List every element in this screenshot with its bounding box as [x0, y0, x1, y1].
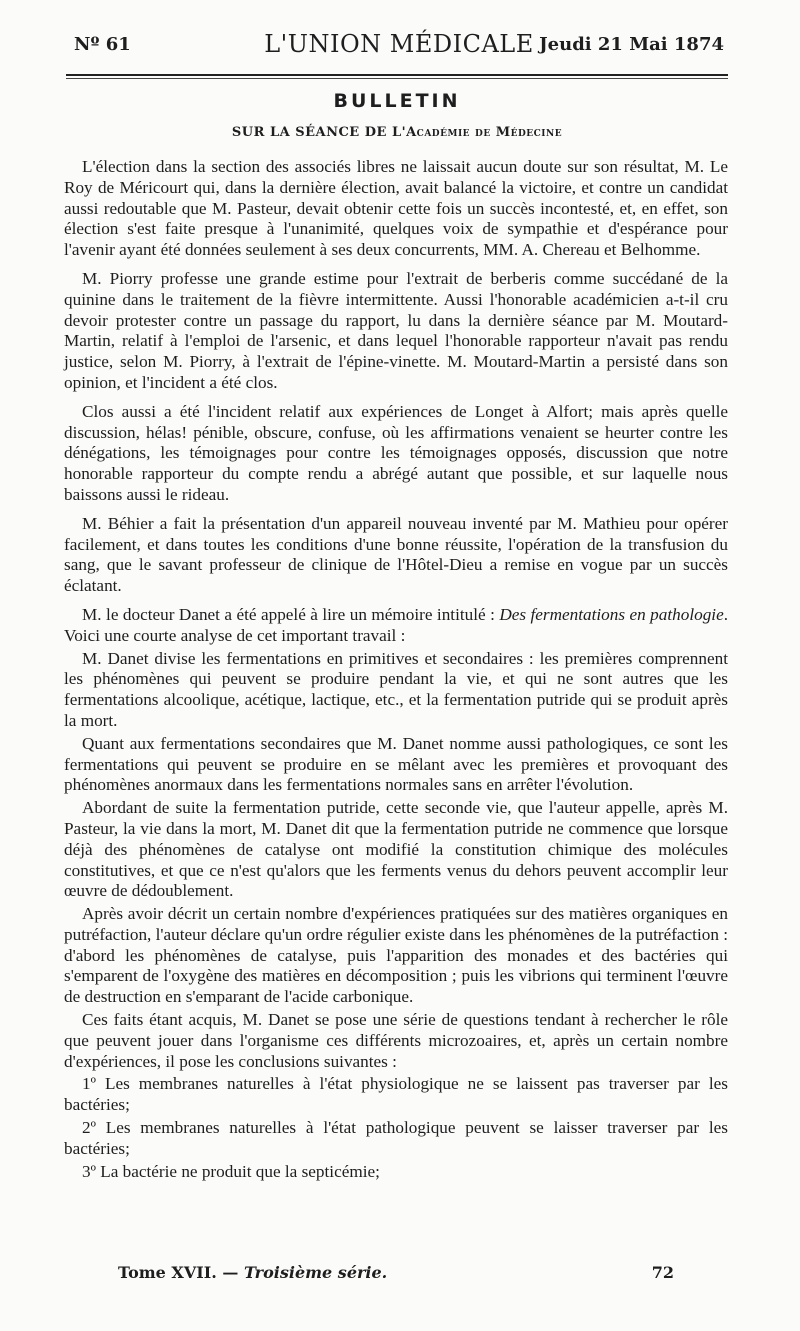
paragraph-election: L'élection dans la section des associés libres ne laissait aucun doute sur son résultat, M. Le Roy de Méricourt qui, dans la dernière élection, avait balancé la victoire, et contre un candidat aussi redoutable que M. Pasteur, devait obtenir cette fois un succès incontesté, et, en effet, son élection s'est faite presque à l'unanimité, quelques voix de sympathie et d'espérance pour l'avenir ayant été données seulement à ses deux concurrents, MM. A. Chereau et Belhomme.: [64, 157, 728, 260]
paragraph-behier: M. Béhier a fait la présentation d'un appareil nouveau inventé par M. Mathieu pour opérer facilement, et dans toutes les conditions d'une bonne réussite, l'opération de la transfusion du sang, que le savant professeur de clinique de l'Hôtel-Dieu a remise en vogue par un succès éclatant.: [64, 513, 728, 596]
article-body: [64, 157, 728, 1184]
page-number: 72: [651, 1263, 674, 1282]
paragraph-longet: Clos aussi a été l'incident relatif aux expériences de Longet à Alfort; mais après quelle discussion, hélas! pénible, obscure, confuse, où les affirmations venaient se heurter contre les dénégations, les témoignages pour contre les témoignages opposés, discussion que notre honorable rapporteur du compte rendu a abrégé autant que possible, et sur laquelle nous baissons aussi le rideau.: [64, 401, 728, 504]
header-rule-thin: [66, 78, 728, 79]
issue-date: Jeudi 21 Mai 1874: [539, 34, 724, 55]
paragraph-experiences: Après avoir décrit un certain nombre d'expériences pratiquées sur des matières organiques en putréfaction, l'auteur déclare qu'un ordre régulier existe dans les phénomènes de la putréfaction : d'abord les phénomènes de catalyse, puis l'apparition des monades et des bactéries qui s'emparent de l'oxygène des matières en décomposition ; puis les vibrions qui terminent l'œuvre de destruction en s'emparant de l'acide carbonique.: [64, 904, 728, 1007]
issue-number: Nº 61: [74, 34, 131, 55]
conclusion-item: 3º La bactérie ne produit que la septicémie;: [82, 1161, 380, 1181]
memoir-title: Des fermentations en pathologie: [499, 604, 724, 624]
paragraph-danet-divise: M. Danet divise les fermentations en primitives et secondaires : les premières comprennent les phénomènes qui peuvent se produire pendant la vie, et qui ne sont autres que les fermentations alcoolique, acétique, lactique, etc., et la fermentation putride qui se produit après la mort.: [64, 648, 728, 730]
section-title: BULLETIN: [333, 90, 461, 112]
conclusion-item: 1º Les membranes naturelles à l'état physiologique ne se laissent pas traverser par les bactéries;: [64, 1074, 728, 1115]
danet-intro-text: M. le docteur Danet a été appelé à lire un mémoire intitulé :: [82, 604, 500, 624]
section-subtitle: [66, 125, 728, 140]
header-rule: [66, 74, 728, 76]
danet-intro-end: . Voici une courte analyse de cet important travail :: [64, 604, 728, 645]
paragraph-questions: Ces faits étant acquis, M. Danet se pose une série de questions tendant à rechercher le rôle que peuvent jouer dans l'organisme ces différents microzoaires, et, après un certain nombre d'expériences, il pose les conclusions suivantes :: [64, 1010, 728, 1071]
paragraph-putride: Abordant de suite la fermentation putride, cette seconde vie, que l'auteur appelle, après M. Pasteur, la vie dans la mort, M. Danet dit que la fermentation putride ne commence que lorsque déjà des phénomènes de catalyse ont modifié la constitution chimique des molécules constitutives, et que ce n'est qu'alors que les ferments venus du dehors peuvent accomplir leur œuvre de dédoublement.: [64, 798, 728, 901]
paragraph-secondaires: Quant aux fermentations secondaires que M. Danet nomme aussi pathologiques, ce sont les fermentations qui peuvent se produire en se mêlant avec les premières et provoquant des phénomènes anormaux dans les fermentations normales sans en arrêter l'évolution.: [64, 733, 728, 795]
paragraph-piorry: M. Piorry professe une grande estime pour l'extrait de berberis comme succédané de la quinine dans le traitement de la fièvre intermittente. Aussi l'honorable académicien a-t-il cru devoir protester contre un passage du rapport, lu dans la dernière séance par M. Moutard-Martin, relatif à l'emploi de l'arsenic, et dans lequel l'honorable rapporteur n'avait pas rendu justice, selon M. Piorry, à l'extrait de l'épine-vinette. M. Moutard-Martin a persisté dans son opinion, et l'incident a été clos.: [64, 268, 728, 392]
conclusion-item: 2º Les membranes naturelles à l'état pathologique peuvent se laisser traverser par les bactéries;: [64, 1118, 728, 1158]
footer-serie: Troisième série.: [243, 1263, 388, 1282]
footer-tome: Tome XVII. —: [118, 1263, 244, 1282]
subtitle-prefix: SUR LA SÉANCE DE L': [231, 125, 407, 140]
paragraph-danet-intro: [64, 605, 728, 647]
running-head: [74, 30, 724, 66]
page-footer: [118, 1263, 674, 1287]
subtitle-academie: Académie de Médecine: [406, 125, 563, 140]
journal-title: L'UNION MÉDICALE: [264, 30, 534, 58]
footer-volume: [118, 1263, 387, 1282]
